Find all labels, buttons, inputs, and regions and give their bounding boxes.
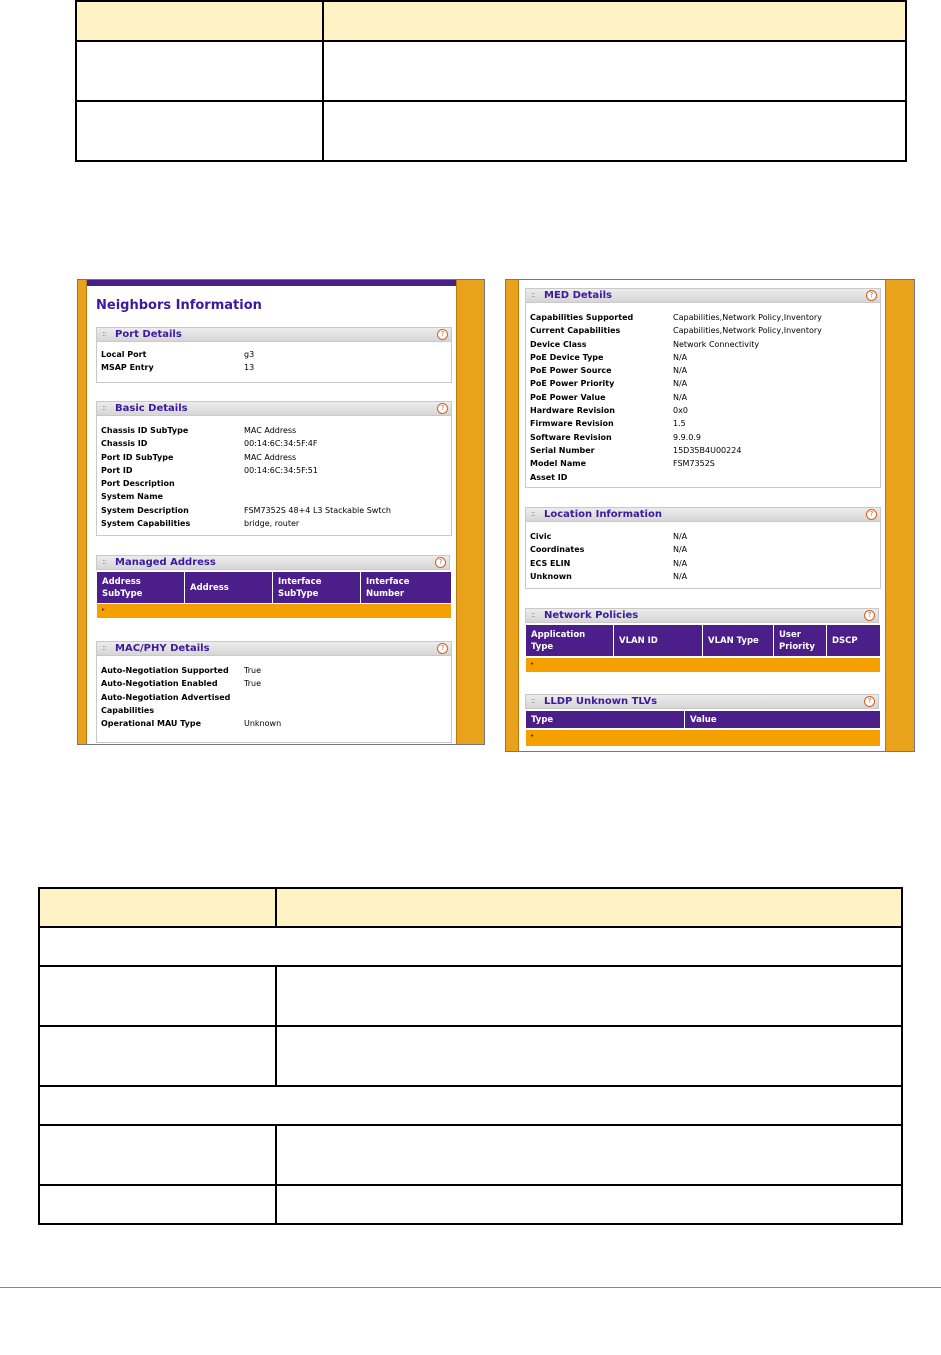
kv-row [530, 351, 870, 364]
kv-value: True [244, 666, 261, 675]
basic-details-title: Basic Details [115, 403, 188, 414]
med-details-title: MED Details [544, 290, 612, 301]
help-icon[interactable]: ? [866, 290, 877, 301]
kv-key: Port ID [101, 465, 133, 475]
kv-value: 00:14:6C:34:5F:4F [244, 439, 318, 449]
network-policies-header[interactable] [525, 608, 879, 623]
kv-value: FSM7352S [673, 459, 715, 469]
kv-row [101, 517, 441, 530]
neighbors-info-screenshot [77, 279, 485, 745]
location-info-box [525, 507, 881, 589]
kv-key: PoE Device Type [530, 352, 604, 362]
table-row [76, 41, 906, 101]
location-info-list [530, 530, 870, 583]
kv-row [530, 324, 870, 337]
kv-value: 1.5 [673, 419, 686, 429]
basic-details-header[interactable] [97, 402, 451, 416]
kv-key: System Capabilities [101, 519, 191, 529]
kv-key: System Name [101, 492, 163, 502]
help-icon[interactable]: ? [437, 643, 448, 654]
kv-row [101, 464, 441, 477]
kv-row [530, 457, 870, 470]
kv-value: N/A [673, 532, 688, 541]
footer-rule [0, 1287, 941, 1288]
managed-address-title: Managed Address [115, 557, 216, 568]
column-header[interactable]: VLAN ID [614, 625, 703, 656]
grip-icon: :: [531, 290, 535, 299]
kv-key: Chassis ID SubType [101, 426, 189, 435]
port-details-title: Port Details [115, 329, 182, 340]
kv-row [530, 444, 870, 457]
help-icon[interactable]: ? [866, 509, 877, 520]
basic-details-box [96, 401, 452, 536]
help-icon[interactable]: ? [864, 696, 875, 707]
kv-row [101, 424, 441, 437]
kv-row [101, 691, 441, 704]
kv-row [530, 471, 870, 484]
table-header-row [76, 1, 906, 41]
kv-row [530, 431, 870, 444]
row-arrow-icon: ▸ [531, 732, 535, 739]
kv-key: PoE Power Source [530, 366, 612, 376]
managed-address-box [96, 555, 450, 619]
med-details-list [530, 311, 870, 484]
table-header-row [39, 888, 902, 927]
kv-row [101, 664, 441, 677]
kv-value: 9.9.0.9 [673, 432, 701, 442]
kv-row [530, 570, 870, 583]
kv-key: ECS ELIN [530, 558, 571, 568]
top-doc-table [75, 0, 907, 162]
row-arrow-icon: ▸ [531, 660, 535, 667]
kv-key: Civic [530, 532, 552, 541]
mac-phy-box [96, 641, 452, 743]
left-border [78, 280, 87, 744]
kv-row [530, 417, 870, 430]
grip-icon: :: [531, 509, 535, 518]
kv-row [530, 404, 870, 417]
kv-value: N/A [673, 379, 688, 389]
med-details-box [525, 288, 881, 488]
kv-row [101, 348, 441, 361]
med-details-screenshot [505, 279, 915, 752]
kv-value: bridge, router [244, 519, 300, 529]
table-row [39, 1026, 902, 1086]
kv-row [530, 530, 870, 543]
left-border [506, 280, 519, 751]
top-bar [78, 280, 484, 286]
column-header[interactable]: User Priority [774, 625, 827, 656]
kv-row [101, 361, 441, 374]
network-policies-title: Network Policies [544, 610, 639, 621]
grip-icon: :: [102, 403, 106, 412]
column-header[interactable]: Address SubType [97, 572, 185, 603]
table-row [39, 1185, 902, 1224]
right-border [456, 280, 484, 744]
kv-value: Unknown [244, 719, 282, 729]
kv-value: N/A [673, 392, 688, 402]
kv-value: N/A [673, 366, 688, 376]
table-section-row [39, 927, 902, 966]
page-title: Neighbors Information [96, 298, 262, 313]
kv-value: MAC Address [244, 426, 297, 435]
grip-icon: :: [102, 329, 106, 338]
port-details-box [96, 327, 452, 383]
kv-key: Hardware Revision [530, 406, 615, 416]
table-row [76, 101, 906, 161]
kv-value: 13 [244, 363, 255, 373]
kv-row [530, 391, 870, 404]
kv-key: MSAP Entry [101, 363, 154, 373]
help-icon[interactable]: ? [437, 329, 448, 340]
kv-value: Capabilities,Network Policy,Inventory [673, 326, 822, 336]
column-header[interactable]: DSCP [832, 635, 858, 646]
port-details-list [101, 348, 441, 375]
kv-key: PoE Power Priority [530, 379, 615, 389]
kv-value: Capabilities,Network Policy,Inventory [673, 313, 822, 322]
kv-key: Port Description [101, 479, 175, 489]
kv-row [530, 557, 870, 570]
kv-row [101, 451, 441, 464]
kv-key: Device Class [530, 339, 587, 349]
kv-value: N/A [673, 558, 688, 568]
kv-value: N/A [673, 352, 688, 362]
kv-value: N/A [673, 545, 688, 555]
kv-value: N/A [673, 571, 688, 581]
kv-key: Serial Number [530, 445, 595, 455]
kv-row [101, 717, 441, 730]
table-row[interactable] [526, 730, 880, 746]
mac-phy-title: MAC/PHY Details [115, 643, 210, 654]
column-header[interactable]: Type [526, 711, 685, 728]
kv-row [101, 477, 441, 490]
kv-row [530, 543, 870, 556]
kv-row [101, 704, 441, 717]
grip-icon: :: [102, 557, 106, 566]
kv-row [530, 338, 870, 351]
kv-key: Chassis ID [101, 439, 148, 449]
network-policies-grid-header [526, 625, 880, 656]
kv-key: Port ID SubType [101, 452, 174, 462]
kv-row [530, 311, 870, 324]
kv-key: System Description [101, 505, 189, 515]
table-row[interactable] [526, 658, 880, 672]
kv-value: FSM7352S 48+4 L3 Stackable Swtch [244, 505, 391, 515]
kv-value: 00:14:6C:34:5F:51 [244, 465, 318, 475]
row-arrow-icon: ▸ [102, 606, 106, 613]
kv-value: 15D35B4U00224 [673, 445, 742, 455]
lldp-unknown-tlvs-title: LLDP Unknown TLVs [544, 696, 658, 707]
lldp-unknown-tlvs-box [525, 694, 879, 750]
table-section-row [39, 1086, 902, 1125]
table-row [39, 966, 902, 1026]
kv-value: g3 [244, 350, 255, 359]
location-info-header[interactable] [526, 508, 880, 522]
kv-key: Software Revision [530, 432, 612, 442]
network-policies-box [525, 608, 879, 674]
kv-key: Capabilities [101, 705, 155, 715]
column-header[interactable]: Interface Number [366, 576, 410, 599]
column-header[interactable]: Address [185, 572, 273, 603]
kv-key: PoE Power Value [530, 392, 606, 402]
help-icon[interactable]: ? [864, 610, 875, 621]
kv-key: Capabilities Supported [530, 313, 634, 322]
grip-icon: :: [102, 643, 106, 652]
bottom-doc-table [38, 887, 903, 1225]
med-details-header[interactable] [526, 289, 880, 303]
kv-key: Auto-Negotiation Supported [101, 666, 229, 675]
help-icon[interactable]: ? [437, 403, 448, 414]
kv-key: Asset ID [530, 472, 568, 482]
kv-row [530, 377, 870, 390]
column-header[interactable]: Value [690, 714, 717, 725]
kv-value: True [244, 679, 261, 689]
kv-key: Coordinates [530, 545, 585, 555]
basic-details-list [101, 424, 441, 530]
kv-row [101, 504, 441, 517]
kv-key: Auto-Negotiation Enabled [101, 679, 218, 689]
kv-key: Auto-Negotiation Advertised [101, 692, 231, 702]
kv-row [101, 677, 441, 690]
location-info-title: Location Information [544, 509, 662, 520]
kv-value: 0x0 [673, 406, 688, 416]
grip-icon: :: [531, 610, 535, 619]
kv-key: Current Capabilities [530, 326, 621, 336]
kv-row [101, 490, 441, 503]
mac-phy-header[interactable] [97, 642, 451, 656]
kv-row [101, 437, 441, 450]
lldp-unknown-tlvs-grid-header [526, 711, 880, 728]
kv-key: Model Name [530, 459, 586, 469]
kv-value: Network Connectivity [673, 339, 760, 349]
column-header[interactable]: VLAN Type [703, 625, 774, 656]
column-header[interactable]: Interface SubType [273, 572, 361, 603]
managed-address-grid-header [97, 572, 451, 603]
kv-key: Operational MAU Type [101, 719, 202, 729]
managed-address-header[interactable] [96, 555, 450, 570]
right-border [885, 280, 914, 751]
kv-row [530, 364, 870, 377]
kv-value: MAC Address [244, 452, 297, 462]
lldp-unknown-tlvs-header[interactable] [525, 694, 879, 709]
table-row[interactable] [97, 604, 451, 618]
port-details-header[interactable] [97, 328, 451, 342]
table-row [39, 1125, 902, 1185]
help-icon[interactable]: ? [435, 557, 446, 568]
kv-key: Local Port [101, 350, 147, 359]
kv-key: Unknown [530, 571, 572, 581]
column-header[interactable]: Application Type [526, 625, 614, 656]
grip-icon: :: [531, 696, 535, 705]
kv-key: Firmware Revision [530, 419, 614, 429]
mac-phy-list [101, 664, 441, 730]
